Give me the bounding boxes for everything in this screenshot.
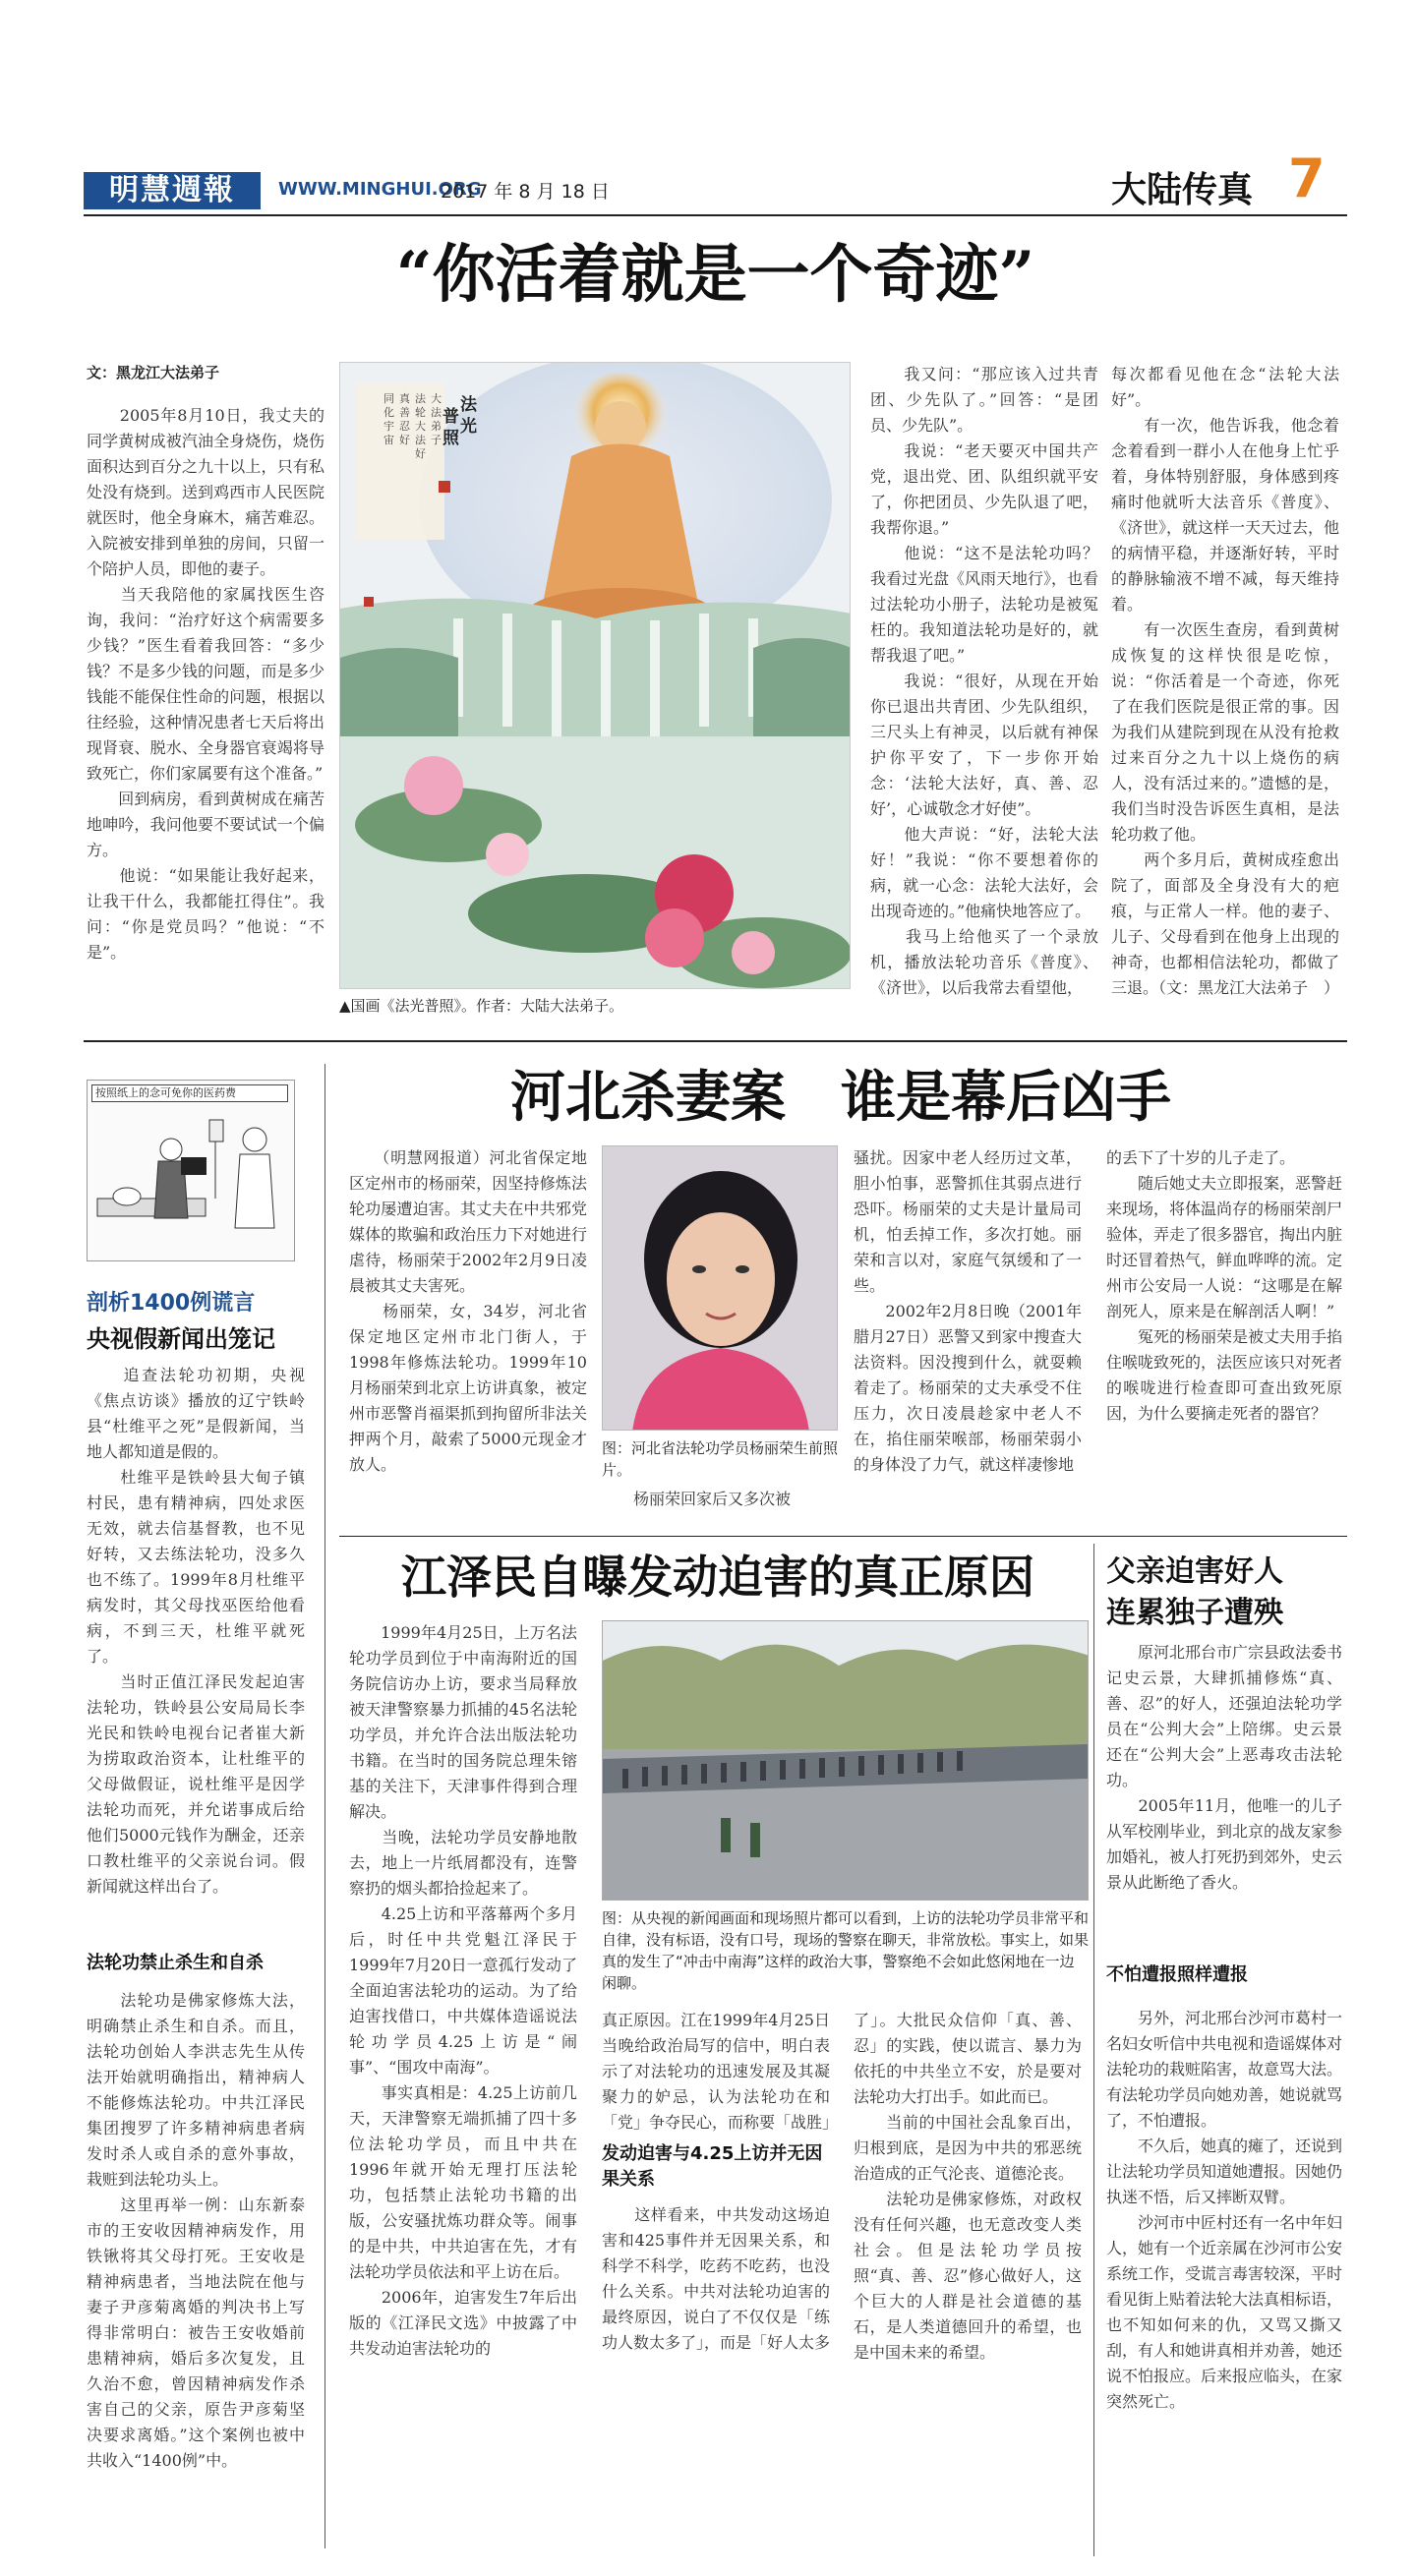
article4-title: 父亲迫害好人 连累独子遭殃 [1106, 1554, 1283, 1630]
svg-text:法: 法 [415, 434, 426, 446]
article3-col2b: 这样看来，中共发动这场迫害和425事件并无因果关系，和科学不科学，吃药不吃药，也没什么关系。中共对法轮功迫害的最终原因，说白了不仅仅是「练功人数太多了」，而是「好人太多 [602, 2205, 830, 2352]
svg-text:大: 大 [431, 392, 442, 405]
svg-text:忍: 忍 [399, 420, 410, 433]
svg-text:大: 大 [415, 420, 426, 433]
svg-text:宇: 宇 [384, 420, 394, 433]
article4-body2: 另外，河北邢台沙河市葛村一名妇女听信中共电视和造谣媒体对法轮功的栽赃陷害，故意骂大法。有法轮功学员向她劝善，她说就骂了，不怕遭报。 不久后，她真的瘫了，还说到让法轮功学员知道她遭报。因她仍执迷不悟，后又摔断双臂。 沙河市中匠村还有一名中年妇人，她有一个近亲属在沙河市公安系统工作，受谎言毒害较深，平时看见街上贴着法轮大法真相标语，也不知如何来的仇，又骂又撕又刮，有人和她讲真相并劝善，她还说不怕报应。后来报应临头，在家突然死亡。 [1106, 2009, 1342, 2411]
article1-byline: 文：黑龙江大法弟子 [87, 364, 220, 381]
svg-text:同: 同 [384, 392, 394, 405]
article3-photo-caption: 图：从央视的新闻画面和现场照片都可以看到，上访的法轮功学员非常平和自律，没有标语，没有口号，现场的警察在聊天，非常放松。事实上，如果真的发生了“冲击中南海”这样的政治大事，警察绝不会如此悠闲地在一边闲聊。 [602, 1909, 1090, 1992]
svg-text:普: 普 [442, 407, 459, 427]
svg-text:法: 法 [460, 395, 477, 415]
article3-divider [1093, 1544, 1094, 2556]
svg-text:轮: 轮 [415, 406, 426, 419]
svg-text:好: 好 [399, 434, 410, 446]
article2-col1: （明慧网报道）河北省保定地区定州市的杨丽荣，因坚持修炼法轮功屡遭迫害。其丈夫在中共邪党媒体的欺骗和政治压力下对她进行虐待，杨丽荣于2002年2月9日凌晨被其丈夫害死。 杨丽荣，女，34岁，河北省保定地区定州市北门街人，于1998年修炼法轮功。1999年10月杨丽荣到北京上访讲真象，被定州市恶警肖福渠抓到拘留所非法关押两个月，敲索了5000元现金才放人。 [349, 1148, 587, 1474]
svg-text:好: 好 [415, 447, 426, 460]
site-url[interactable]: WWW.MINGHUI.ORG [278, 179, 482, 200]
article1-col1: 2005年8月10日，我丈夫的同学黄树成被汽油全身烧伤，烧伤面积达到百分之九十以上，只有私处没有烧到。送到鸡西市人民医院就医时，他全身麻木，痛苦难忍。入院被安排到单独的房间，只留一个陪护人员，即他的妻子。 当天我陪他的家属找医生咨询，我问：“治疗好这个病需要多少钱？”医生看着我回答：“多少钱？不是多少钱的问题，而是多少钱能不能保住性命的问题，根据以往经验，这种情况患者七天后将出现肾衰、脱水、全身器官衰竭将导致死亡，你们家属要有这个准备。” 回到病房，看到黄树成在痛苦地呻吟，我问他要不要试试一个偏方。 他说：“如果能让我好起来，让我干什么，我都能扛得住”。我问：“你是党员吗？”他说：“不是”。 [87, 406, 324, 962]
article1-painting-caption: ▲国画《法光普照》。作者：大陆大法弟子。 [339, 997, 624, 1015]
article1-col3: 每次都看见他在念“法轮大法好”。 有一次，他告诉我，他念着念着看到一群小人在他身上忙乎着，身体特别舒服，身体感到疼痛时他就听大法音乐《普度》、《济世》，就这样一天天过去，他的病情平稳，并逐渐好转，平时的静脉输液不增不减，每天维持着。 有一次医生查房，看到黄树成恢复的这样快很是吃惊，说：“你活着是一个奇迹，你死了在我们医院是很正常的事。因为我们从建院到现在从没有抢救过来百分之九十以上烧伤的病人，没有活过来的。”遗憾的是，我们当时没告诉医生真相，是法轮功救了他。 两个多月后，黄树成痊愈出院了，面部及全身没有大的疤痕，与正常人一样。他的妻子、儿子、父母看到在他身上出现的神奇，也都相信法轮功，都做了三退。（文：黑龙江大法弟子 ） [1111, 365, 1339, 997]
svg-text:真: 真 [399, 392, 410, 405]
article3-col3: 了」。大批民众信仰「真、善、忍」的实践，使以谎言、暴力为依托的中共坐立不安，於是要对法轮功大打出手。如此而已。 当前的中国社会乱象百出，归根到底，是因为中共的邪恶统治造成的正气沦丧、道德沦丧。 法轮功是佛家修炼，对政权没有任何兴趣，也无意改变人类社会。但是法轮功学员按照“真、善、忍”修心做好人，这个巨大的人群是社会道德的基石，是人类道德回升的希望，也是中国未来的希望。 [854, 2011, 1082, 2362]
sidebar-cartoon-title: 按照纸上的念可免你的医药费 [91, 1084, 288, 1102]
article3-title: 江泽民自曝发动迫害的真正原因 [401, 1551, 1034, 1604]
svg-text:子: 子 [431, 434, 442, 446]
svg-text:宙: 宙 [384, 434, 394, 446]
svg-text:光: 光 [460, 417, 477, 437]
svg-text:弟: 弟 [431, 420, 442, 433]
article2-photo [602, 1145, 838, 1431]
sidebar-divider [324, 1064, 325, 2548]
svg-text:法: 法 [431, 406, 442, 419]
svg-text:善: 善 [399, 406, 410, 419]
issue-date: 2017 年 8 月 18 日 [441, 181, 610, 203]
article3-col1: 1999年4月25日，上万名法轮功学员到位于中南海附近的国务院信访办上访，要求当局释放被天津警察暴力抓捕的45名法轮功学员，并允许合法出版法轮功书籍。在当时的国务院总理朱镕基的关注下，天津事件得到合理解决。 当晚，法轮功学员安静地散去，地上一片纸屑都没有，连警察扔的烟头都拾捡起来了。 4.25上访和平落幕两个多月后，时任中共党魁江泽民于1999年7月20日一意孤行发动了全面迫害法轮功的运动。为了给迫害找借口，中共媒体造谣说法轮功学员4.25上访是“闹事”、“围攻中南海”。 事实真相是：4.25上访前几天，天津警察无端抓捕了四十多位法轮功学员，而且中共在1996年就开始无理打压法轮功，包括禁止法轮功书籍的出版，公安骚扰炼功群众等。闹事的是中共，中共迫害在先，才有法轮功学员依法和平上访在后。 2006年，迫害发生7年后出版的《江泽民文选》中披露了中共发动迫害法轮功的 [349, 1623, 577, 2358]
article2-col3: 骚扰。因家中老人经历过文革，胆小怕事，恶警抓住其弱点进行恐吓。杨丽荣的丈夫是计量局司机，怕丢掉工作，多次打她。丽荣和言以对，家庭气氛缓和了一些。 2002年2月8日晚（2001年腊月27日）恶警又到家中搜查大法资料。因没搜到什么，就耍赖着走了。杨丽荣的丈夫承受不住压力，次日凌晨趁家中老人不在，掐住丽荣喉部，杨丽荣弱小的身体没了力气，就这样凄惨地 [854, 1148, 1082, 1474]
sidebar-body2: 法轮功是佛家修炼大法，明确禁止杀生和自杀。而且，法轮功创始人李洪志先生从传法开始就明确指出，精神病人不能修炼法轮功。中共江泽民集团搜罗了许多精神病患者病发时杀人或自杀的意外事故，栽赃到法轮功头上。 这里再举一例：山东新泰市的王安收因精神病发作，用铁锹将其父母打死。王安收是精神病患者，当地法院在他与妻子尹彦菊离婚的判决书上写得非常明白：被告王安收婚前患精神病，婚后多次复发，且久治不愈，曾因精神病发作杀害自己的父亲，原告尹彦菊坚决要求离婚。”这个案例也被中共收入“1400例”中。 [87, 1991, 305, 2470]
article1-col2: 我又问：“那应该入过共青团、少先队了。”回答：“是团员、少先队”。 我说：“老天要灭中国共产党，退出党、团、队组织就平安了，你把团员、少先队退了吧，我帮你退。” 他说：“这不是法轮功吗？我看过光盘《风雨天地行》，也看过法轮功小册子，法轮功是被冤枉的。我知道法轮功是好的，就帮我退了吧。” 我说：“很好，从现在开始你已退出共青团、少先队组织，三尺头上有神灵，以后就有神保护你平安了，下一步你开始念：‘法轮大法好，真、善、忍好’，心诚敬念才好使”。 他大声说：“好，法轮大法好！”我说：“你不要想着你的病，就一心念：法轮大法好，会出现奇迹的。”他痛快地答应了。 我马上给他买了一个录放机，播放法轮功音乐《普度》、《济世》，以后我常去看望他， [870, 365, 1098, 997]
page-number: 7 [1288, 147, 1326, 209]
sidebar-subhead: 法轮功禁止杀生和自杀 [87, 1953, 264, 1973]
article2-col4: 的丢下了十岁的儿子走了。 随后她丈夫立即报案，恶警赶来现场，将体温尚存的杨丽荣剖尸验体，弄走了很多器官，掏出内脏时还冒着热气，鲜血哗哗的流。定州市公安局一人说：“这哪是在解剖死人，原来是在解剖活人啊！” 冤死的杨丽荣是被丈夫用手掐住喉咙致死的，法医应该只对死者的喉咙进行检查即可查出致死原因，为什么要摘走死者的器官？ [1106, 1148, 1342, 1423]
section-title: 大陆传真 [1111, 170, 1254, 210]
article1-title: “你活着就是一个奇迹” [395, 238, 1035, 312]
header-rule [84, 214, 1347, 216]
article2-title: 河北杀妻案 谁是幕后凶手 [510, 1066, 1171, 1130]
article1-painting [339, 362, 851, 989]
sidebar-title: 央视假新闻出笼记 [87, 1325, 275, 1353]
svg-text:化: 化 [384, 406, 394, 419]
sidebar-cartoon [87, 1080, 295, 1261]
sidebar-body1: 追查法轮功初期，央视《焦点访谈》播放的辽宁铁岭县“杜维平之死”是假新闻，当地人都知道是假的。 杜维平是铁岭县大甸子镇村民，患有精神病，四处求医无效，就去信基督教，也不见好转，又去练法轮功，没多久也不练了。1999年8月杜维平病发时，其父母找巫医给他看病，不到三天，杜维平就死了。 当时正值江泽民发起迫害法轮功，铁岭县公安局局长李光民和铁岭电视台记者崔大新为捞取政治资本，让杜维平的父母做假证，说杜维平是因学法轮功而死，并允诺事成后给他们5000元钱作为酬金，还亲口教杜维平的父亲说台词。假新闻就这样出台了。 [87, 1366, 305, 1896]
article4-subhead: 不怕遭报照样遭报 [1106, 1964, 1248, 1985]
sidebar-kicker: 剖析1400例谎言 [87, 1291, 256, 1316]
article3-col2a: 真正原因。江在1999年4月25日当晚给政治局写的信中，明白表示了对法轮功的迅速发展及其凝聚力的妒忌，认为法轮功在和「党」争夺民心，而称要「战胜」 [602, 2011, 830, 2132]
article1-bottom-rule [84, 1040, 1347, 1042]
article3-photo [602, 1620, 1089, 1901]
article2-photo-caption: 图：河北省法轮功学员杨丽荣生前照片。 [602, 1439, 839, 1479]
svg-text:照: 照 [442, 429, 459, 448]
article2-bottom-rule [339, 1536, 1347, 1537]
article2-under-photo: 杨丽荣回家后又多次被 [602, 1490, 792, 1508]
masthead-logo: 明慧週報 [84, 172, 261, 209]
article4-body1: 原河北邢台市广宗县政法委书记史云景，大肆抓捕修炼“真、善、忍”的好人，还强迫法轮功学员在“公判大会”上陪绑。史云景还在“公判大会”上恶毒攻击法轮功。 2005年11月，他唯一的儿子从军校刚毕业，到北京的战友家参加婚礼，被人打死扔到郊外，史云景从此断绝了香火。 [1106, 1643, 1342, 1892]
svg-text:法: 法 [415, 392, 426, 405]
article3-subhead: 发动迫害与4.25上访并无因果关系 [602, 2143, 823, 2190]
